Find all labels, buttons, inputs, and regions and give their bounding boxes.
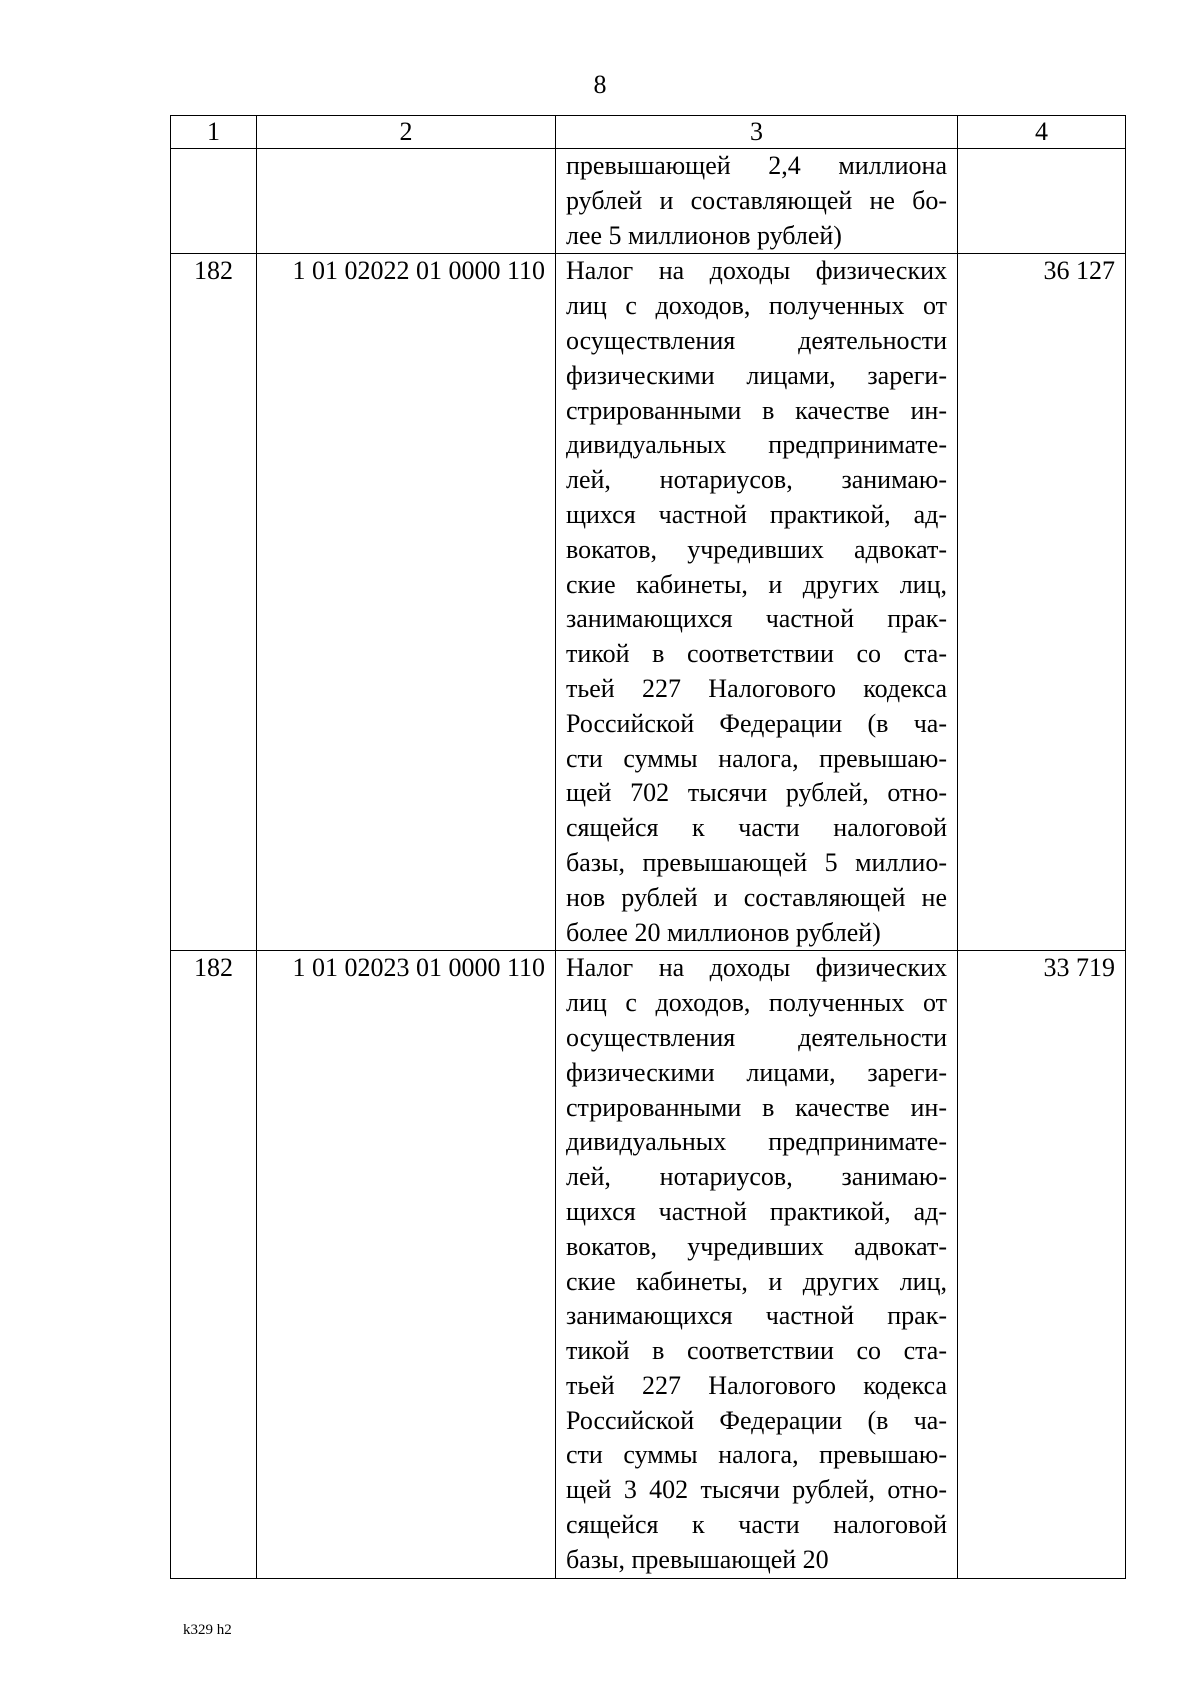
document-code: k329 h2 [183,1622,232,1638]
revenue-name-line: лиц с доходов, полученных от [566,291,947,321]
revenue-name-line: вокатов, учредивших адвокат- [566,1231,947,1261]
revenue-name-line: стрированными в качестве ин- [566,395,947,425]
revenue-name-cell [556,951,958,1578]
revenue-name-line: осуществления деятельности [566,1022,947,1052]
revenue-name-line: рублей и составляющей не бо- [566,185,947,215]
admin-code-cell [171,149,257,254]
budget-code-cell [257,254,556,951]
revenue-name-line: физическими лицами, зареги- [566,360,947,390]
budget-revenue-table [170,115,1126,1579]
revenue-name-line: лее 5 миллионов рублей) [566,220,842,250]
admin-code: 182 [194,256,233,286]
revenue-name-line: базы, превышающей 20 [566,1544,829,1574]
revenue-name-line: физическими лицами, зареги- [566,1057,947,1087]
amount-value: 36 127 [1043,256,1115,286]
revenue-name-line: Российской Федерации (в ча- [566,1405,947,1435]
revenue-name-line: лей, нотариусов, занимаю- [566,1162,947,1192]
revenue-name-line: занимающихся частной прак- [566,604,947,634]
revenue-name-line: щей 702 тысячи рублей, отно- [566,778,947,808]
table-row [171,951,1126,1578]
amount-cell [958,149,1126,254]
revenue-name-cell [556,149,958,254]
revenue-name-line: нов рублей и составляющей не [566,882,947,912]
revenue-name-line: ские кабинеты, и других лиц, [566,1266,947,1296]
table-row [171,254,1126,951]
admin-code: 182 [194,953,233,983]
revenue-name-cell [556,254,958,951]
revenue-name-line: более 20 миллионов рублей) [566,917,881,947]
revenue-name-line: осуществления деятельности [566,325,947,355]
table-body [171,149,1126,1579]
budget-code: 1 01 02022 01 0000 110 [292,256,545,286]
budget-code-cell [257,149,556,254]
revenue-name-line: превышающей 2,4 миллиона [566,151,947,180]
revenue-name-line: занимающихся частной прак- [566,1301,947,1331]
amount-cell [958,254,1126,951]
revenue-name-line: лиц с доходов, полученных от [566,988,947,1018]
revenue-name-line: тикой в соответствии со ста- [566,639,947,669]
revenue-name-line: вокатов, учредивших адвокат- [566,534,947,564]
revenue-name-line: щей 3 402 тысячи рублей, отно- [566,1475,947,1505]
revenue-name-line: Российской Федерации (в ча- [566,708,947,738]
revenue-name-line: тьей 227 Налогового кодекса [566,673,947,703]
revenue-name-line: сти суммы налога, превышаю- [566,1440,947,1470]
revenue-name-line: сящейся к части налоговой [566,1510,947,1540]
budget-code: 1 01 02023 01 0000 110 [292,953,545,983]
revenue-name-line: Налог на доходы физических [566,256,947,286]
revenue-name-line: Налог на доходы физических [566,953,947,983]
budget-code-cell [257,951,556,1578]
revenue-name-line: стрированными в качестве ин- [566,1092,947,1122]
amount-value: 33 719 [1043,953,1115,983]
table-row [171,149,1126,254]
revenue-name-line: ские кабинеты, и других лиц, [566,569,947,599]
revenue-name-line: сящейся к части налоговой [566,813,947,843]
header-col-2: 2 [257,116,556,149]
admin-code-cell [171,951,257,1578]
header-col-3: 3 [556,116,958,149]
revenue-name-line: сти суммы налога, превышаю- [566,743,947,773]
revenue-name-line: лей, нотариусов, занимаю- [566,465,947,495]
header-col-1: 1 [171,116,257,149]
header-col-4: 4 [958,116,1126,149]
page-number: 8 [593,70,607,99]
revenue-name-line: щихся частной практикой, ад- [566,1196,947,1226]
revenue-name-line: щихся частной практикой, ад- [566,499,947,529]
revenue-name-line: дивидуальных предпринимате- [566,430,947,460]
revenue-name-line: тикой в соответствии со ста- [566,1336,947,1366]
amount-cell [958,951,1126,1578]
admin-code-cell [171,254,257,951]
revenue-name-line: базы, превышающей 5 миллио- [566,847,947,877]
revenue-name-line: дивидуальных предпринимате- [566,1127,947,1157]
revenue-name-line: тьей 227 Налогового кодекса [566,1370,947,1400]
table-header-row [171,116,1126,149]
